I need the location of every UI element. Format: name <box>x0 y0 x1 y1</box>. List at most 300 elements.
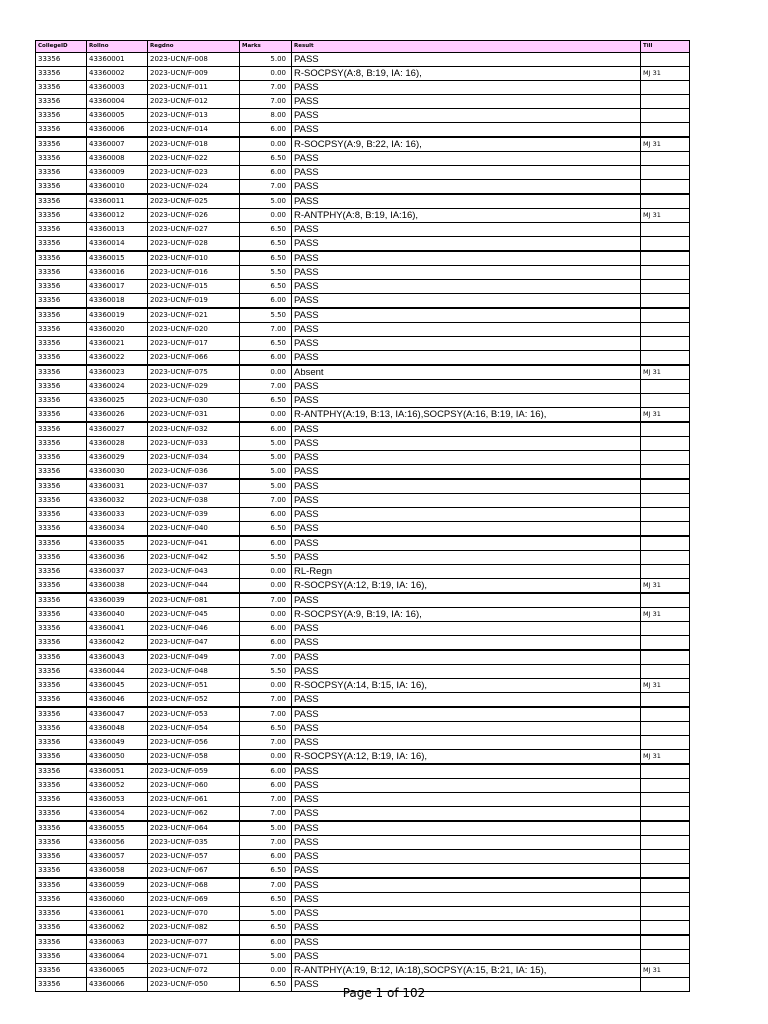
cell-rollno: 43360030 <box>87 465 148 480</box>
table-row <box>36 251 690 266</box>
results-table <box>35 40 690 992</box>
cell-rollno: 43360031 <box>87 479 148 494</box>
cell-rollno: 43360012 <box>87 209 148 223</box>
cell-rollno: 43360057 <box>87 850 148 864</box>
cell-collegeid: 33356 <box>36 95 87 109</box>
cell-till: MJ 31 <box>641 579 690 594</box>
cell-collegeid: 33356 <box>36 508 87 522</box>
table-row <box>36 779 690 793</box>
cell-marks: 6.50 <box>240 893 292 907</box>
cell-collegeid: 33356 <box>36 707 87 722</box>
cell-regdno: 2023-UCN/F-082 <box>148 921 240 936</box>
cell-rollno: 43360008 <box>87 152 148 166</box>
cell-collegeid: 33356 <box>36 237 87 252</box>
table-row <box>36 494 690 508</box>
cell-collegeid: 33356 <box>36 451 87 465</box>
cell-result: RL-Regn <box>292 565 641 579</box>
cell-rollno: 43360043 <box>87 650 148 665</box>
cell-till <box>641 907 690 921</box>
cell-till <box>641 266 690 280</box>
cell-result: PASS <box>292 978 641 992</box>
cell-regdno: 2023-UCN/F-030 <box>148 394 240 408</box>
cell-marks: 7.00 <box>240 593 292 608</box>
table-row <box>36 579 690 594</box>
cell-collegeid: 33356 <box>36 964 87 978</box>
cell-till <box>641 722 690 736</box>
cell-till <box>641 109 690 123</box>
cell-result: PASS <box>292 665 641 679</box>
table-row <box>36 152 690 166</box>
cell-collegeid: 33356 <box>36 693 87 708</box>
cell-result: PASS <box>292 693 641 708</box>
cell-marks: 7.00 <box>240 836 292 850</box>
cell-result: R-ANTPHY(A:8, B:19, IA:16), <box>292 209 641 223</box>
cell-collegeid: 33356 <box>36 380 87 394</box>
cell-regdno: 2023-UCN/F-027 <box>148 223 240 237</box>
table-row <box>36 893 690 907</box>
cell-regdno: 2023-UCN/F-019 <box>148 294 240 309</box>
cell-collegeid: 33356 <box>36 907 87 921</box>
cell-result: PASS <box>292 351 641 366</box>
cell-result: PASS <box>292 308 641 323</box>
cell-rollno: 43360053 <box>87 793 148 807</box>
cell-rollno: 43360020 <box>87 323 148 337</box>
cell-marks: 6.00 <box>240 850 292 864</box>
cell-collegeid: 33356 <box>36 793 87 807</box>
cell-regdno: 2023-UCN/F-061 <box>148 793 240 807</box>
cell-regdno: 2023-UCN/F-056 <box>148 736 240 750</box>
cell-till <box>641 394 690 408</box>
table-row <box>36 465 690 480</box>
cell-marks: 7.00 <box>240 878 292 893</box>
cell-result: PASS <box>292 508 641 522</box>
cell-result: PASS <box>292 836 641 850</box>
table-row <box>36 166 690 180</box>
table-row <box>36 750 690 765</box>
cell-rollno: 43360051 <box>87 764 148 779</box>
cell-collegeid: 33356 <box>36 622 87 636</box>
table-row <box>36 793 690 807</box>
table-row <box>36 209 690 223</box>
cell-till <box>641 437 690 451</box>
cell-regdno: 2023-UCN/F-038 <box>148 494 240 508</box>
cell-rollno: 43360047 <box>87 707 148 722</box>
cell-till <box>641 380 690 394</box>
cell-marks: 7.00 <box>240 180 292 195</box>
cell-result: PASS <box>292 821 641 836</box>
cell-rollno: 43360035 <box>87 536 148 551</box>
cell-regdno: 2023-UCN/F-008 <box>148 53 240 67</box>
cell-regdno: 2023-UCN/F-042 <box>148 551 240 565</box>
cell-regdno: 2023-UCN/F-066 <box>148 351 240 366</box>
cell-marks: 6.00 <box>240 779 292 793</box>
cell-regdno: 2023-UCN/F-037 <box>148 479 240 494</box>
cell-collegeid: 33356 <box>36 878 87 893</box>
table-row <box>36 551 690 565</box>
cell-rollno: 43360028 <box>87 437 148 451</box>
cell-regdno: 2023-UCN/F-057 <box>148 850 240 864</box>
cell-till <box>641 494 690 508</box>
cell-result: R-SOCPSY(A:9, B:19, IA: 16), <box>292 608 641 622</box>
cell-result: PASS <box>292 907 641 921</box>
table-row <box>36 280 690 294</box>
cell-result: PASS <box>292 878 641 893</box>
cell-rollno: 43360015 <box>87 251 148 266</box>
cell-till <box>641 294 690 309</box>
cell-rollno: 43360063 <box>87 935 148 950</box>
cell-collegeid: 33356 <box>36 323 87 337</box>
cell-till: MJ 31 <box>641 750 690 765</box>
cell-collegeid: 33356 <box>36 608 87 622</box>
cell-result: PASS <box>292 650 641 665</box>
cell-marks: 0.00 <box>240 750 292 765</box>
cell-rollno: 43360033 <box>87 508 148 522</box>
cell-till <box>641 921 690 936</box>
cell-collegeid: 33356 <box>36 365 87 380</box>
cell-marks: 7.00 <box>240 380 292 394</box>
cell-rollno: 43360019 <box>87 308 148 323</box>
cell-result: PASS <box>292 337 641 351</box>
cell-till <box>641 422 690 437</box>
table-row <box>36 137 690 152</box>
header-row <box>36 41 690 53</box>
cell-rollno: 43360018 <box>87 294 148 309</box>
cell-marks: 6.00 <box>240 636 292 651</box>
table-row <box>36 536 690 551</box>
cell-regdno: 2023-UCN/F-069 <box>148 893 240 907</box>
table-row <box>36 679 690 693</box>
cell-result: PASS <box>292 251 641 266</box>
cell-collegeid: 33356 <box>36 565 87 579</box>
cell-regdno: 2023-UCN/F-034 <box>148 451 240 465</box>
cell-marks: 6.50 <box>240 337 292 351</box>
table-row <box>36 522 690 537</box>
cell-marks: 6.50 <box>240 978 292 992</box>
table-row <box>36 665 690 679</box>
cell-regdno: 2023-UCN/F-016 <box>148 266 240 280</box>
cell-rollno: 43360048 <box>87 722 148 736</box>
cell-collegeid: 33356 <box>36 408 87 423</box>
cell-regdno: 2023-UCN/F-046 <box>148 622 240 636</box>
cell-result: PASS <box>292 764 641 779</box>
cell-rollno: 43360059 <box>87 878 148 893</box>
cell-marks: 7.00 <box>240 650 292 665</box>
cell-regdno: 2023-UCN/F-033 <box>148 437 240 451</box>
cell-till <box>641 194 690 209</box>
cell-rollno: 43360055 <box>87 821 148 836</box>
cell-collegeid: 33356 <box>36 522 87 537</box>
table-row <box>36 380 690 394</box>
col-header-till: Till <box>641 41 690 53</box>
cell-regdno: 2023-UCN/F-058 <box>148 750 240 765</box>
cell-rollno: 43360042 <box>87 636 148 651</box>
cell-regdno: 2023-UCN/F-035 <box>148 836 240 850</box>
cell-result: R-SOCPSY(A:14, B:15, IA: 16), <box>292 679 641 693</box>
table-row <box>36 323 690 337</box>
table-row <box>36 451 690 465</box>
cell-collegeid: 33356 <box>36 750 87 765</box>
cell-result: PASS <box>292 779 641 793</box>
cell-regdno: 2023-UCN/F-043 <box>148 565 240 579</box>
cell-collegeid: 33356 <box>36 251 87 266</box>
cell-regdno: 2023-UCN/F-049 <box>148 650 240 665</box>
table-row <box>36 180 690 195</box>
cell-collegeid: 33356 <box>36 308 87 323</box>
cell-till <box>641 793 690 807</box>
cell-regdno: 2023-UCN/F-052 <box>148 693 240 708</box>
cell-till <box>641 779 690 793</box>
cell-marks: 6.00 <box>240 351 292 366</box>
cell-till <box>641 451 690 465</box>
cell-result: R-SOCPSY(A:8, B:19, IA: 16), <box>292 67 641 81</box>
cell-rollno: 43360001 <box>87 53 148 67</box>
cell-result: PASS <box>292 394 641 408</box>
cell-result: PASS <box>292 109 641 123</box>
table-row <box>36 565 690 579</box>
cell-result: PASS <box>292 950 641 964</box>
cell-rollno: 43360049 <box>87 736 148 750</box>
table-row <box>36 223 690 237</box>
cell-regdno: 2023-UCN/F-067 <box>148 864 240 879</box>
cell-result: PASS <box>292 522 641 537</box>
cell-till <box>641 950 690 964</box>
cell-result: PASS <box>292 180 641 195</box>
cell-till <box>641 152 690 166</box>
cell-regdno: 2023-UCN/F-047 <box>148 636 240 651</box>
cell-marks: 7.00 <box>240 494 292 508</box>
cell-regdno: 2023-UCN/F-017 <box>148 337 240 351</box>
cell-collegeid: 33356 <box>36 180 87 195</box>
cell-rollno: 43360038 <box>87 579 148 594</box>
cell-marks: 6.00 <box>240 622 292 636</box>
cell-regdno: 2023-UCN/F-015 <box>148 280 240 294</box>
cell-till <box>641 836 690 850</box>
cell-regdno: 2023-UCN/F-021 <box>148 308 240 323</box>
cell-collegeid: 33356 <box>36 850 87 864</box>
cell-rollno: 43360023 <box>87 365 148 380</box>
table-row <box>36 308 690 323</box>
cell-collegeid: 33356 <box>36 137 87 152</box>
cell-collegeid: 33356 <box>36 807 87 822</box>
cell-rollno: 43360003 <box>87 81 148 95</box>
cell-rollno: 43360006 <box>87 123 148 138</box>
cell-marks: 0.00 <box>240 67 292 81</box>
cell-regdno: 2023-UCN/F-029 <box>148 380 240 394</box>
cell-till: MJ 31 <box>641 67 690 81</box>
cell-result: PASS <box>292 123 641 138</box>
cell-regdno: 2023-UCN/F-053 <box>148 707 240 722</box>
cell-collegeid: 33356 <box>36 81 87 95</box>
cell-result: R-SOCPSY(A:9, B:22, IA: 16), <box>292 137 641 152</box>
cell-till <box>641 593 690 608</box>
cell-till <box>641 308 690 323</box>
cell-collegeid: 33356 <box>36 479 87 494</box>
cell-regdno: 2023-UCN/F-045 <box>148 608 240 622</box>
cell-rollno: 43360024 <box>87 380 148 394</box>
table-row <box>36 950 690 964</box>
table-row <box>36 508 690 522</box>
cell-rollno: 43360027 <box>87 422 148 437</box>
cell-marks: 5.50 <box>240 308 292 323</box>
cell-marks: 6.00 <box>240 294 292 309</box>
cell-collegeid: 33356 <box>36 978 87 992</box>
cell-rollno: 43360041 <box>87 622 148 636</box>
cell-result: PASS <box>292 707 641 722</box>
cell-regdno: 2023-UCN/F-041 <box>148 536 240 551</box>
cell-till <box>641 280 690 294</box>
cell-till <box>641 166 690 180</box>
cell-collegeid: 33356 <box>36 935 87 950</box>
table-row <box>36 351 690 366</box>
table-row <box>36 593 690 608</box>
cell-marks: 0.00 <box>240 209 292 223</box>
col-header-result: Result <box>292 41 641 53</box>
cell-marks: 6.50 <box>240 522 292 537</box>
cell-till <box>641 508 690 522</box>
cell-regdno: 2023-UCN/F-039 <box>148 508 240 522</box>
cell-till <box>641 81 690 95</box>
table-row <box>36 95 690 109</box>
cell-till <box>641 650 690 665</box>
cell-result: R-ANTPHY(A:19, B:13, IA:16),SOCPSY(A:16, B:19, IA: 16), <box>292 408 641 423</box>
cell-collegeid: 33356 <box>36 679 87 693</box>
cell-regdno: 2023-UCN/F-044 <box>148 579 240 594</box>
cell-result: PASS <box>292 551 641 565</box>
table-row <box>36 109 690 123</box>
cell-marks: 0.00 <box>240 565 292 579</box>
cell-regdno: 2023-UCN/F-014 <box>148 123 240 138</box>
cell-rollno: 43360029 <box>87 451 148 465</box>
cell-collegeid: 33356 <box>36 864 87 879</box>
cell-result: PASS <box>292 793 641 807</box>
cell-till <box>641 636 690 651</box>
cell-regdno: 2023-UCN/F-064 <box>148 821 240 836</box>
cell-collegeid: 33356 <box>36 53 87 67</box>
cell-regdno: 2023-UCN/F-062 <box>148 807 240 822</box>
cell-collegeid: 33356 <box>36 722 87 736</box>
table-row <box>36 722 690 736</box>
cell-collegeid: 33356 <box>36 166 87 180</box>
cell-collegeid: 33356 <box>36 665 87 679</box>
table-row <box>36 921 690 936</box>
cell-marks: 6.50 <box>240 280 292 294</box>
col-header-marks: Marks <box>240 41 292 53</box>
cell-regdno: 2023-UCN/F-036 <box>148 465 240 480</box>
cell-collegeid: 33356 <box>36 109 87 123</box>
cell-regdno: 2023-UCN/F-024 <box>148 180 240 195</box>
cell-till <box>641 536 690 551</box>
cell-marks: 5.00 <box>240 437 292 451</box>
cell-collegeid: 33356 <box>36 266 87 280</box>
cell-rollno: 43360032 <box>87 494 148 508</box>
cell-collegeid: 33356 <box>36 123 87 138</box>
cell-marks: 0.00 <box>240 579 292 594</box>
cell-marks: 0.00 <box>240 365 292 380</box>
cell-marks: 6.50 <box>240 251 292 266</box>
cell-till <box>641 935 690 950</box>
cell-collegeid: 33356 <box>36 636 87 651</box>
cell-rollno: 43360064 <box>87 950 148 964</box>
table-row <box>36 266 690 280</box>
col-header-regdno: Regdno <box>148 41 240 53</box>
cell-collegeid: 33356 <box>36 536 87 551</box>
cell-marks: 6.00 <box>240 166 292 180</box>
cell-regdno: 2023-UCN/F-026 <box>148 209 240 223</box>
cell-marks: 6.00 <box>240 422 292 437</box>
table-row <box>36 194 690 209</box>
cell-marks: 5.00 <box>240 950 292 964</box>
cell-regdno: 2023-UCN/F-077 <box>148 935 240 950</box>
cell-rollno: 43360004 <box>87 95 148 109</box>
cell-rollno: 43360013 <box>87 223 148 237</box>
cell-marks: 5.00 <box>240 53 292 67</box>
cell-marks: 7.00 <box>240 707 292 722</box>
cell-collegeid: 33356 <box>36 223 87 237</box>
cell-till <box>641 53 690 67</box>
table-row <box>36 864 690 879</box>
cell-result: PASS <box>292 636 641 651</box>
cell-marks: 6.50 <box>240 921 292 936</box>
cell-result: PASS <box>292 53 641 67</box>
cell-rollno: 43360056 <box>87 836 148 850</box>
cell-marks: 5.00 <box>240 821 292 836</box>
cell-rollno: 43360036 <box>87 551 148 565</box>
cell-regdno: 2023-UCN/F-032 <box>148 422 240 437</box>
cell-rollno: 43360002 <box>87 67 148 81</box>
cell-till <box>641 622 690 636</box>
cell-marks: 6.00 <box>240 508 292 522</box>
table-row <box>36 850 690 864</box>
cell-rollno: 43360046 <box>87 693 148 708</box>
cell-till: MJ 31 <box>641 964 690 978</box>
cell-result: PASS <box>292 593 641 608</box>
cell-marks: 7.00 <box>240 693 292 708</box>
table-row <box>36 237 690 252</box>
cell-rollno: 43360010 <box>87 180 148 195</box>
cell-collegeid: 33356 <box>36 67 87 81</box>
cell-collegeid: 33356 <box>36 736 87 750</box>
table-row <box>36 878 690 893</box>
cell-till <box>641 878 690 893</box>
cell-result: PASS <box>292 422 641 437</box>
cell-till <box>641 764 690 779</box>
cell-rollno: 43360014 <box>87 237 148 252</box>
cell-marks: 7.00 <box>240 807 292 822</box>
cell-marks: 6.50 <box>240 152 292 166</box>
cell-regdno: 2023-UCN/F-011 <box>148 81 240 95</box>
cell-marks: 5.00 <box>240 907 292 921</box>
cell-collegeid: 33356 <box>36 893 87 907</box>
table-row <box>36 67 690 81</box>
cell-rollno: 43360016 <box>87 266 148 280</box>
table-body <box>36 53 690 992</box>
cell-collegeid: 33356 <box>36 294 87 309</box>
cell-regdno: 2023-UCN/F-013 <box>148 109 240 123</box>
cell-marks: 0.00 <box>240 608 292 622</box>
cell-till: MJ 31 <box>641 608 690 622</box>
table-row <box>36 437 690 451</box>
cell-till <box>641 565 690 579</box>
table-row <box>36 935 690 950</box>
page-number: Page 1 of 102 <box>342 986 426 1000</box>
table-row <box>36 422 690 437</box>
cell-marks: 5.50 <box>240 551 292 565</box>
cell-result: PASS <box>292 294 641 309</box>
cell-result: PASS <box>292 807 641 822</box>
cell-rollno: 43360045 <box>87 679 148 693</box>
cell-result: PASS <box>292 921 641 936</box>
cell-regdno: 2023-UCN/F-081 <box>148 593 240 608</box>
